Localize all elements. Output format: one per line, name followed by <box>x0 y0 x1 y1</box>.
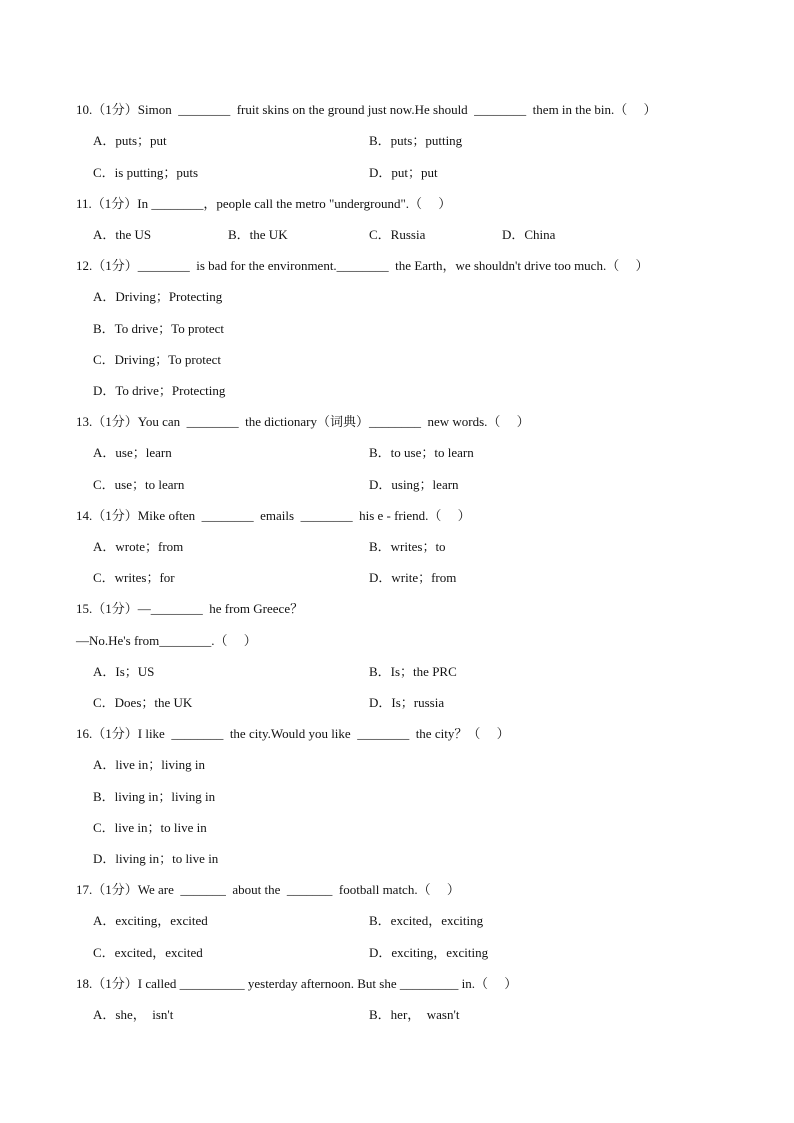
question-10-option-b[interactable]: B．puts；putting <box>369 133 463 148</box>
question-18-option-b[interactable]: B．her， wasn't <box>369 1007 460 1022</box>
question-13-option-a[interactable]: A．use；learn <box>93 445 172 460</box>
question-11-option-d[interactable]: D．China <box>502 227 556 242</box>
question-14-stem: 14.（1分）Mike often ________ emails ________ his e - friend.（ ） <box>76 508 471 523</box>
question-11-stem: 11.（1分）In ________，people call the metro "underground".（ ） <box>76 196 452 211</box>
question-16-option-b[interactable]: B．living in；living in <box>93 789 216 804</box>
question-11-option-a[interactable]: A．the US <box>93 227 152 242</box>
question-15-option-a[interactable]: A．Is；US <box>93 664 155 679</box>
question-15-option-d[interactable]: D．Is；russia <box>369 695 445 710</box>
question-16-stem: 16.（1分）I like ________ the city.Would you like ________ the city？（ ） <box>76 726 510 741</box>
question-17-option-d[interactable]: D．exciting，exciting <box>369 945 489 960</box>
question-15-stem-line-2: —No.He's from________.（ ） <box>76 633 257 648</box>
question-10-option-a[interactable]: A．puts；put <box>93 133 167 148</box>
question-17-stem: 17.（1分）We are _______ about the _______ football match.（ ） <box>76 882 460 897</box>
question-18-option-a[interactable]: A．she， isn't <box>93 1007 174 1022</box>
question-16-option-d[interactable]: D．living in；to live in <box>93 851 219 866</box>
question-10-option-d[interactable]: D．put；put <box>369 165 438 180</box>
question-17-option-c[interactable]: C．excited，excited <box>93 945 203 960</box>
question-13-option-d[interactable]: D．using；learn <box>369 477 459 492</box>
question-15-option-b[interactable]: B．Is；the PRC <box>369 664 457 679</box>
question-10-option-c[interactable]: C．is putting；puts <box>93 165 199 180</box>
question-11-option-c[interactable]: C．Russia <box>369 227 426 242</box>
question-15-option-c[interactable]: C．Does；the UK <box>93 695 193 710</box>
question-16-option-c[interactable]: C．live in；to live in <box>93 820 207 835</box>
question-14-option-a[interactable]: A．wrote；from <box>93 539 184 554</box>
question-13-stem: 13.（1分）You can ________ the dictionary（词典）________ new words.（ ） <box>76 414 530 429</box>
question-16-option-a[interactable]: A．live in；living in <box>93 757 205 772</box>
question-10-stem: 10.（1分）Simon ________ fruit skins on the ground just now.He should ________ them in the bin.（ ） <box>76 102 657 117</box>
question-14-option-c[interactable]: C．writes；for <box>93 570 175 585</box>
question-12-option-c[interactable]: C．Driving；To protect <box>93 352 221 367</box>
question-15-stem: 15.（1分）—________ he from Greece？ <box>76 601 304 616</box>
question-12-option-b[interactable]: B．To drive；To protect <box>93 321 225 336</box>
question-17-option-b[interactable]: B．excited，exciting <box>369 913 484 928</box>
question-14-option-d[interactable]: D．write；from <box>369 570 457 585</box>
question-14-option-b[interactable]: B．writes；to <box>369 539 446 554</box>
question-12-stem: 12.（1分）________ is bad for the environment.________ the Earth，we shouldn't drive too much.（ ） <box>76 258 649 273</box>
question-12-option-d[interactable]: D．To drive；Protecting <box>93 383 226 398</box>
question-13-option-c[interactable]: C．use；to learn <box>93 477 185 492</box>
question-18-stem: 18.（1分）I called __________ yesterday afternoon. But she _________ in.（ ） <box>76 976 518 991</box>
question-17-option-a[interactable]: A．exciting，excited <box>93 913 208 928</box>
question-13-option-b[interactable]: B．to use；to learn <box>369 445 474 460</box>
question-12-option-a[interactable]: A．Driving；Protecting <box>93 289 223 304</box>
question-11-option-b[interactable]: B．the UK <box>228 227 288 242</box>
